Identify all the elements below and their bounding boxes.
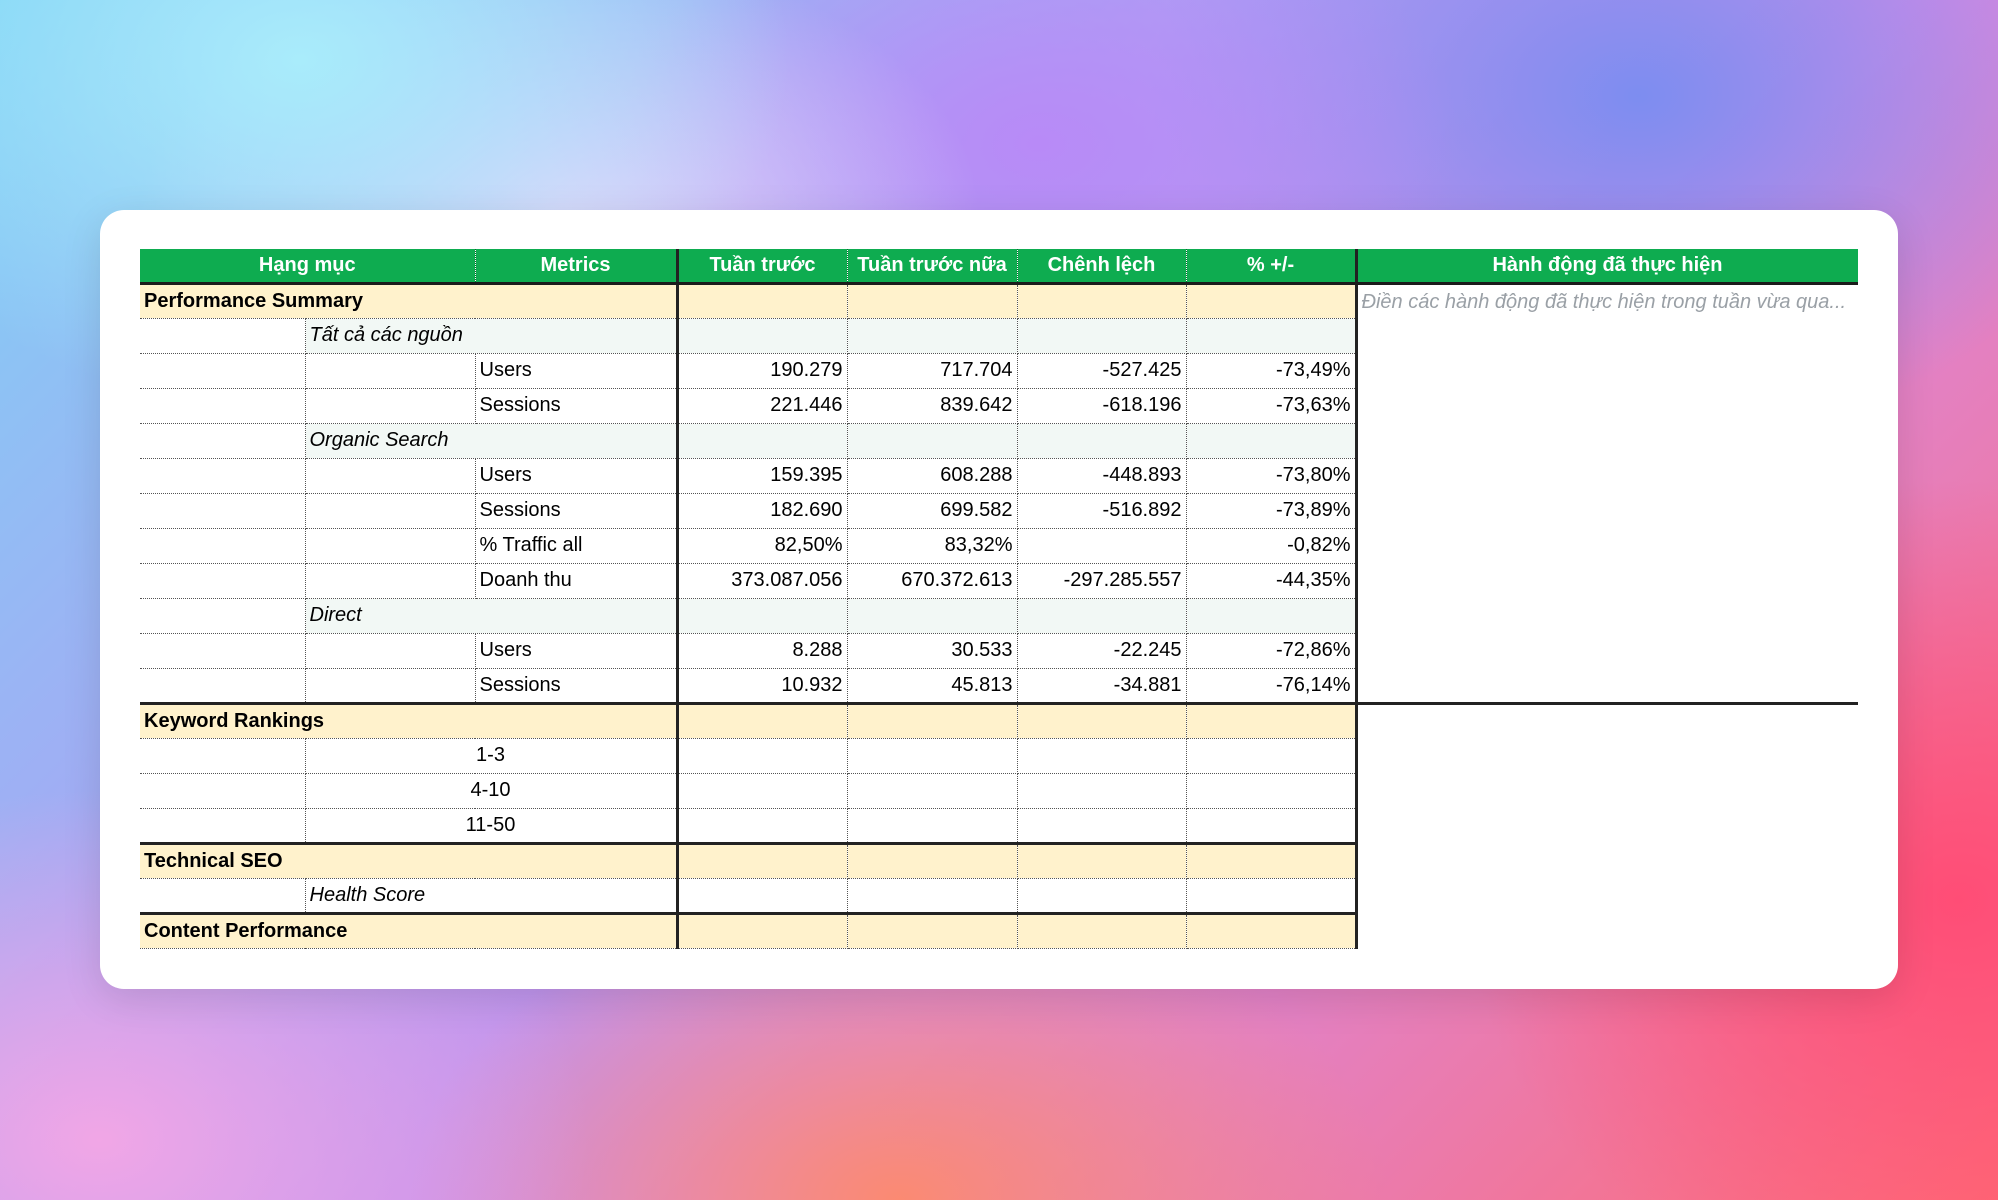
section-performance[interactable]: Performance Summary [140,283,677,318]
cell[interactable] [1017,843,1186,878]
value-cell[interactable]: -34.881 [1017,668,1186,703]
metric-cell[interactable]: Users [475,353,677,388]
cell[interactable] [140,563,305,598]
cell[interactable] [1186,703,1356,738]
value-cell[interactable]: 45.813 [847,668,1017,703]
cell[interactable] [847,283,1017,318]
cell[interactable] [1186,423,1356,458]
value-cell[interactable]: 83,32% [847,528,1017,563]
cell[interactable] [140,423,305,458]
metric-cell[interactable]: Sessions [475,493,677,528]
cell[interactable] [140,353,305,388]
cell[interactable] [305,353,475,388]
value-cell[interactable]: 159.395 [677,458,847,493]
value-cell[interactable]: 221.446 [677,388,847,423]
cell[interactable] [1186,738,1356,773]
cell[interactable] [1017,878,1186,913]
cell[interactable] [847,913,1017,948]
value-cell[interactable]: 190.279 [677,353,847,388]
section-content-performance[interactable]: Content Performance [140,913,677,948]
cell[interactable] [677,878,847,913]
cell[interactable] [1186,598,1356,633]
header-row [140,249,1858,283]
cell[interactable] [140,738,305,773]
cell[interactable] [1186,913,1356,948]
cell[interactable] [677,318,847,353]
cell[interactable] [140,388,305,423]
cell[interactable] [305,563,475,598]
cell[interactable] [1186,283,1356,318]
value-cell[interactable]: 717.704 [847,353,1017,388]
cell[interactable] [1017,423,1186,458]
cell[interactable] [305,633,475,668]
cell[interactable] [847,773,1017,808]
value-cell[interactable]: -44,35% [1186,563,1356,598]
metric-cell[interactable]: Users [475,633,677,668]
section-row [140,703,1858,738]
value-cell[interactable]: -73,49% [1186,353,1356,388]
value-cell[interactable]: -72,86% [1186,633,1356,668]
value-cell[interactable]: 8.288 [677,633,847,668]
section-keyword-rankings[interactable]: Keyword Rankings [140,703,677,738]
cell[interactable] [847,318,1017,353]
cell[interactable] [677,423,847,458]
cell[interactable] [305,458,475,493]
value-cell[interactable]: -22.245 [1017,633,1186,668]
cell[interactable] [1017,283,1186,318]
value-cell[interactable]: -73,89% [1186,493,1356,528]
cell[interactable] [1017,913,1186,948]
col-tuan-truoc-nua[interactable]: Tuần trước nữa [847,249,1017,283]
cell[interactable] [140,458,305,493]
cell[interactable] [1186,808,1356,843]
value-cell[interactable]: -527.425 [1017,353,1186,388]
cell[interactable] [140,878,305,913]
cell[interactable] [140,773,305,808]
cell[interactable] [677,913,847,948]
cell[interactable] [677,283,847,318]
cell[interactable] [677,703,847,738]
cell[interactable] [140,493,305,528]
cell[interactable] [1017,808,1186,843]
cell[interactable] [847,843,1017,878]
section-technical-seo[interactable]: Technical SEO [140,843,677,878]
cell[interactable] [677,843,847,878]
cell[interactable] [847,703,1017,738]
cell[interactable] [1017,598,1186,633]
rank-range-cell[interactable]: 11-50 [305,808,677,843]
value-cell[interactable]: -76,14% [1186,668,1356,703]
metric-cell[interactable]: Users [475,458,677,493]
spreadsheet[interactable] [140,249,1858,951]
group-organic-search[interactable]: Organic Search [305,423,677,458]
value-cell[interactable]: -0,82% [1186,528,1356,563]
value-cell[interactable]: 182.690 [677,493,847,528]
col-metrics[interactable]: Metrics [475,249,677,283]
cell[interactable] [1017,773,1186,808]
cell[interactable] [140,668,305,703]
cell[interactable] [1017,738,1186,773]
value-cell[interactable]: 10.932 [677,668,847,703]
actions-cell[interactable]: Điền các hành động đã thực hiện trong tuần vừa qua... [1361,290,1847,313]
cell[interactable] [677,598,847,633]
value-cell[interactable]: 608.288 [847,458,1017,493]
cell[interactable] [677,808,847,843]
metric-cell[interactable]: Sessions [475,668,677,703]
cell[interactable] [140,633,305,668]
col-hang-muc[interactable]: Hạng mục [140,249,475,283]
value-cell[interactable]: -516.892 [1017,493,1186,528]
cell[interactable] [305,493,475,528]
cell[interactable] [677,773,847,808]
value-cell[interactable]: 30.533 [847,633,1017,668]
value-cell[interactable]: -73,80% [1186,458,1356,493]
metric-cell[interactable]: % Traffic all [475,528,677,563]
cell[interactable] [1017,703,1186,738]
rank-range-cell[interactable]: 4-10 [305,773,677,808]
seo-report-table [140,249,1858,949]
cell[interactable] [1186,773,1356,808]
cell[interactable] [140,598,305,633]
value-cell[interactable]: 839.642 [847,388,1017,423]
cell[interactable] [305,528,475,563]
value-cell[interactable]: 373.087.056 [677,563,847,598]
actions-cell-empty[interactable] [1356,703,1858,948]
cell[interactable] [305,668,475,703]
value-cell[interactable]: 670.372.613 [847,563,1017,598]
col-tuan-truoc[interactable]: Tuần trước [677,249,847,283]
col-chenh-lech[interactable]: Chênh lệch [1017,249,1186,283]
section-row [140,283,1858,318]
cell[interactable] [305,388,475,423]
cell[interactable] [140,318,305,353]
value-cell[interactable]: 699.582 [847,493,1017,528]
value-cell[interactable]: 82,50% [677,528,847,563]
rank-range-cell[interactable]: 1-3 [305,738,677,773]
cell[interactable] [847,423,1017,458]
group-all-sources[interactable]: Tất cả các nguồn [305,318,677,353]
cell[interactable] [1186,318,1356,353]
cell[interactable] [847,738,1017,773]
cell[interactable] [140,808,305,843]
cell[interactable] [140,528,305,563]
cell[interactable] [847,598,1017,633]
metric-cell[interactable]: Sessions [475,388,677,423]
cell[interactable] [1186,843,1356,878]
cell[interactable] [677,738,847,773]
value-cell[interactable]: -618.196 [1017,388,1186,423]
col-hanh-dong[interactable]: Hành động đã thực hiện [1356,249,1858,283]
cell[interactable] [1186,878,1356,913]
group-health-score[interactable]: Health Score [305,878,677,913]
value-cell[interactable]: -297.285.557 [1017,563,1186,598]
cell[interactable] [847,808,1017,843]
group-direct[interactable]: Direct [305,598,677,633]
value-cell[interactable]: -73,63% [1186,388,1356,423]
metric-cell[interactable]: Doanh thu [475,563,677,598]
value-cell[interactable] [1017,528,1186,563]
cell[interactable] [1017,318,1186,353]
col-pct[interactable]: % +/- [1186,249,1356,283]
cell[interactable] [847,878,1017,913]
value-cell[interactable]: -448.893 [1017,458,1186,493]
